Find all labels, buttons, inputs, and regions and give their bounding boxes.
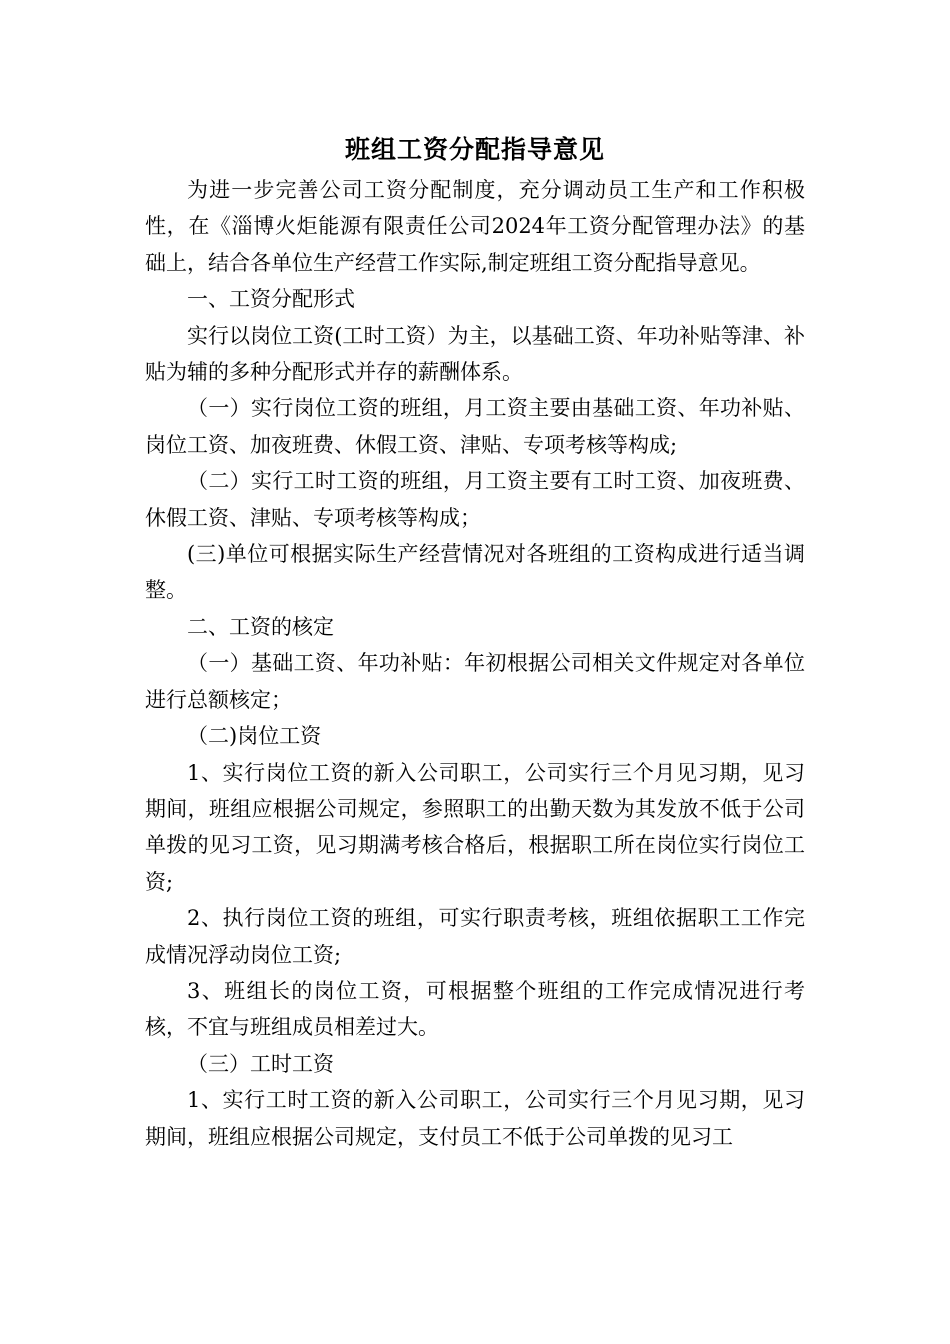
intro-paragraph: 为进一步完善公司工资分配制度，充分调动员工生产和工作积极性，在《淄博火炬能源有限责任公司2024年工资分配管理办法》的基础上，结合各单位生产经营工作实际,制定班组工资分配指导意见。	[145, 178, 805, 275]
section-2-2-point-2: 2、执行岗位工资的班组，可实行职责考核，班组依据职工工作完成情况浮动岗位工资;	[145, 906, 805, 967]
section-2-2-point-3: 3、班组长的岗位工资，可根据整个班组的工作完成情况进行考核，不宜与班组成员相差过大。	[145, 978, 805, 1040]
section-1-item-3: (三)单位可根据实际生产经营情况对各班组的工资构成进行适当调整。	[145, 542, 805, 603]
section-2-3-point-1: 1、实行工时工资的新入公司职工，公司实行三个月见习期，见习期间，班组应根据公司规定，支付员工不低于公司单拨的见习工	[145, 1088, 805, 1149]
section-2-2-point-1: 1、实行岗位工资的新入公司职工，公司实行三个月见习期，见习期间，班组应根据公司规定，参照职工的出勤天数为其发放不低于公司单拨的见习工资，见习期满考核合格后，根据职工所在岗位实行岗位工资;	[145, 760, 805, 894]
section-2-subheading-3: （三）工时工资	[187, 1051, 334, 1076]
section-1-item-1: （一）实行岗位工资的班组，月工资主要由基础工资、年功补贴、岗位工资、加夜班费、休假工资、津贴、专项考核等构成;	[145, 396, 805, 457]
document-title: 班组工资分配指导意见	[344, 135, 605, 164]
section-heading-2: 二、工资的核定	[187, 614, 334, 639]
document-page	[145, 128, 805, 1155]
section-1-item-2: （二）实行工时工资的班组，月工资主要有工时工资、加夜班费、休假工资、津贴、专项考核等构成；	[145, 469, 805, 530]
section-1-paragraph: 实行以岗位工资(工时工资）为主，以基础工资、年功补贴等津、补贴为辅的多种分配形式并存的薪酬体系。	[145, 323, 805, 385]
section-2-subheading-2: （二)岗位工资	[187, 724, 322, 749]
section-heading-1: 一、工资分配形式	[187, 287, 355, 312]
section-2-item-1: （一）基础工资、年功补贴：年初根据公司相关文件规定对各单位进行总额核定；	[145, 651, 805, 712]
